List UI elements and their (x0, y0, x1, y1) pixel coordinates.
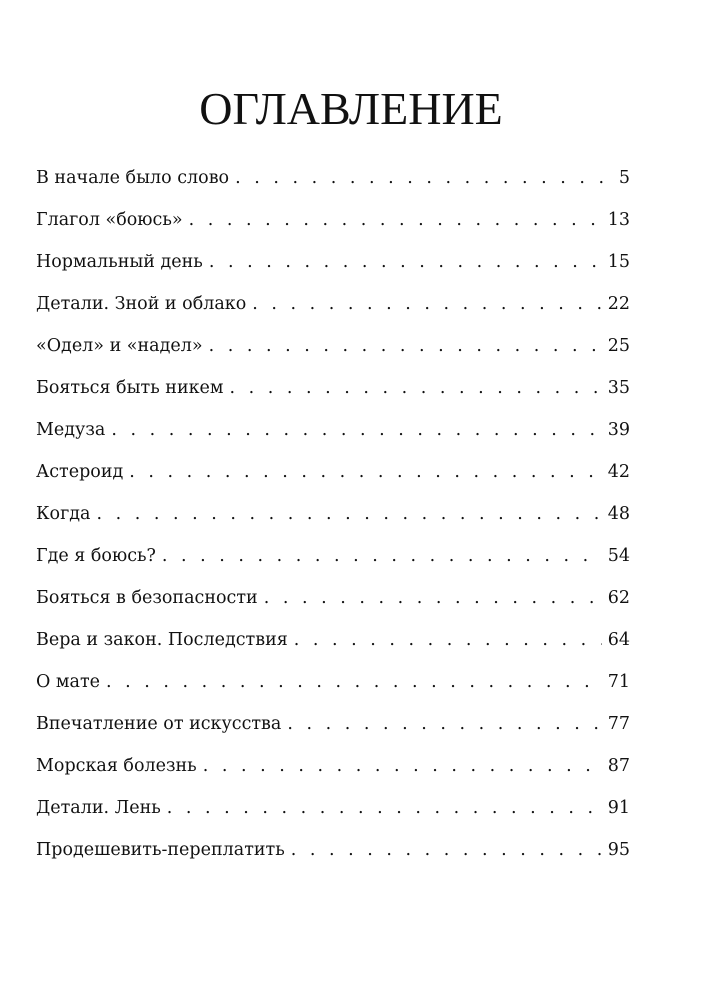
toc-entry-title: «Одел» и «надел» (36, 336, 203, 356)
toc-page-number: 62 (607, 588, 630, 608)
toc-entry-title: Продешевить-переплатить (36, 840, 285, 860)
toc-dot-leader (264, 584, 602, 612)
toc-entry (36, 668, 630, 710)
toc-dot-leader (106, 668, 602, 696)
toc-entry-title: Глагол «боюсь» (36, 210, 183, 230)
toc-entry-title: Астероид (36, 462, 124, 482)
toc-dot-leader (235, 164, 610, 192)
toc-dot-leader (167, 794, 602, 822)
toc-entry-title: В начале было слово (36, 168, 230, 188)
toc-dot-leader (230, 374, 602, 402)
toc-dot-leader (189, 206, 602, 234)
toc-entry (36, 248, 630, 290)
toc-entry (36, 836, 630, 878)
toc-page-number: 42 (607, 462, 630, 482)
toc-dot-leader (111, 416, 601, 444)
toc-dot-leader (203, 752, 602, 780)
toc-entry-title: Впечатление от искусства (36, 714, 282, 734)
toc-page-number: 95 (607, 840, 630, 860)
toc-entry (36, 794, 630, 836)
toc-entry (36, 542, 630, 584)
toc-dot-leader (287, 710, 601, 738)
toc-dot-leader (209, 248, 602, 276)
toc-entry-title: Бояться в безопасности (36, 588, 258, 608)
toc-entry-title: Когда (36, 504, 91, 524)
toc-entry-title: Где я боюсь? (36, 546, 156, 566)
toc-page-number: 25 (607, 336, 630, 356)
toc-entry-title: Медуза (36, 420, 106, 440)
toc-entry (36, 458, 630, 500)
toc-entry (36, 584, 630, 626)
toc-dot-leader (96, 500, 601, 528)
toc-entry (36, 710, 630, 752)
toc-entry-title: Вера и закон. Последствия (36, 630, 288, 650)
page-title: ОГЛАВЛЕНИЕ (199, 83, 503, 134)
toc-page-number: 13 (607, 210, 630, 230)
toc-entry (36, 416, 630, 458)
table-of-contents (36, 164, 630, 878)
toc-page-number: 77 (607, 714, 630, 734)
toc-page-number: 91 (607, 798, 630, 818)
toc-page-number: 35 (607, 378, 630, 398)
toc-page-number: 39 (607, 420, 630, 440)
toc-page-number: 15 (607, 252, 630, 272)
toc-entry (36, 500, 630, 542)
toc-entry (36, 332, 630, 374)
toc-page-number: 22 (607, 294, 630, 314)
toc-entry (36, 206, 630, 248)
toc-page-number: 5 (618, 168, 630, 188)
toc-entry-title: Бояться быть никем (36, 378, 224, 398)
toc-dot-leader (162, 542, 602, 570)
toc-dot-leader (291, 836, 602, 864)
toc-entry-title: Детали. Зной и облако (36, 294, 247, 314)
toc-dot-leader (294, 626, 602, 654)
toc-page-number: 64 (607, 630, 630, 650)
toc-dot-leader (209, 332, 602, 360)
toc-entry (36, 626, 630, 668)
toc-entry (36, 374, 630, 416)
toc-dot-leader (129, 458, 601, 486)
toc-entry-title: Детали. Лень (36, 798, 161, 818)
toc-page-number: 71 (607, 672, 630, 692)
toc-entry-title: О мате (36, 672, 100, 692)
toc-entry (36, 290, 630, 332)
toc-page-number: 48 (607, 504, 630, 524)
toc-page-number: 54 (607, 546, 630, 566)
toc-dot-leader (252, 290, 601, 318)
toc-entry (36, 752, 630, 794)
toc-page-number: 87 (607, 756, 630, 776)
toc-entry (36, 164, 630, 206)
toc-entry-title: Нормальный день (36, 252, 203, 272)
toc-entry-title: Морская болезнь (36, 756, 197, 776)
